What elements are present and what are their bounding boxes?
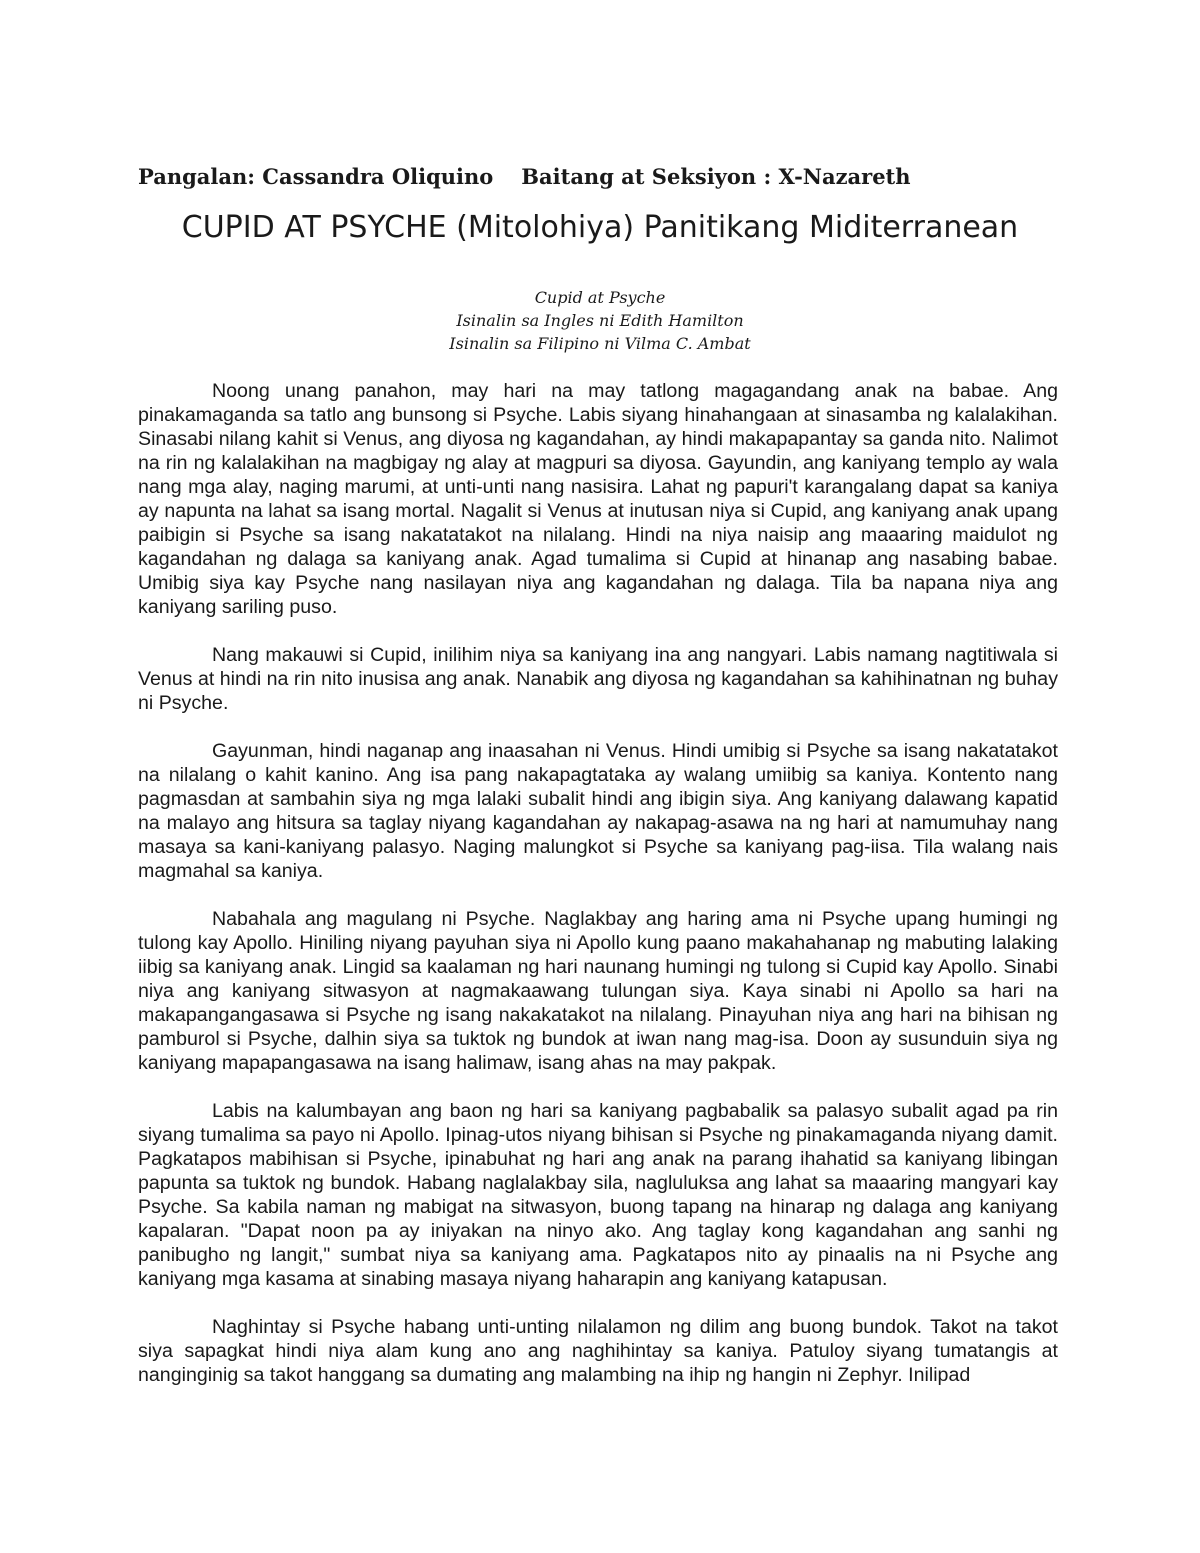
student-name: Pangalan: Cassandra Oliquino xyxy=(138,164,494,189)
student-info-line xyxy=(138,162,1068,192)
paragraph: Nang makauwi si Cupid, inilihim niya sa kaniyang ina ang nangyari. Labis namang nagtitiwala si Venus at hindi na rin nito inusisa ang anak. Nanabik ang diyosa ng kagandahan sa kahihinatnan ng buhay ni Psyche. xyxy=(138,644,1058,714)
subtitle-story-name: Cupid at Psyche xyxy=(534,288,666,307)
paragraph: Nabahala ang magulang ni Psyche. Naglakbay ang haring ama ni Psyche upang humingi ng tulong kay Apollo. Hiniling niyang payuhan siya ni Apollo kung paano makahahanap ng mabuting lalaking iibig sa kaniyang anak. Lingid sa kaalaman ng hari naunang humingi ng tulong si Cupid kay Apollo. Sinabi niya ang kaniyang sitwasyon at nagmakaawang tulungan siya. Kaya sinabi ni Apollo sa hari na makapangangasawa si Psyche ng isang nakakatakot na nilalang. Pinayuhan niya ang hari na bihisan ng pamburol si Psyche, dalhin siya sa tuktok ng bundok at iwan nang mag-isa. Doon ay susunduin siya ng kaniyang mapapangasawa na isang halimaw, isang ahas na may pakpak. xyxy=(138,908,1058,1074)
paragraph: Naghintay si Psyche habang unti-unting nilalamon ng dilim ang buong bundok. Takot na takot siya sapagkat hindi niya alam kung ano ang naghihintay sa kaniya. Patuloy siyang tumatangis at nanginginig sa takot hanggang sa dumating ang malambing na ihip ng hangin ni Zephyr. Inilipad xyxy=(138,1316,1058,1386)
grade-section: Baitang at Seksiyon : X-Nazareth xyxy=(521,164,911,189)
paragraph: Gayunman, hindi naganap ang inaasahan ni Venus. Hindi umibig si Psyche sa isang nakatatakot na nilalang o kahit kanino. Ang isa pang nakapagtataka ay walang umiibig sa kaniya. Kontento nang pagmasdan at sambahin siya ng mga lalaki subalit hindi ang ibigin siya. Ang kaniyang dalawang kapatid na malayo ang hitsura sa taglay niyang kagandahan ay nakapag-asawa na ng hari at namumuhay nang masaya sa kani-kaniyang palasyo. Naging malungkot si Psyche sa kaniyang pag-iisa. Tila walang nais magmahal sa kaniya. xyxy=(138,740,1058,882)
paragraph: Noong unang panahon, may hari na may tatlong magagandang anak na babae. Ang pinakamaganda sa tatlo ang bunsong si Psyche. Labis siyang hinahangaan at sinasamba ng kalalakihan. Sinasabi nilang kahit si Venus, ang diyosa ng kagandahan, ay hindi makapapantay sa ganda nito. Nalimot na rin ng kalalakihan na magbigay ng alay at magpuri sa diyosa. Gayundin, ang kaniyang templo ay wala nang mga alay, naging marumi, at unti-unti nang nasisira. Lahat ng papuri't karangalang dapat sa kaniya ay napunta na lahat sa isang mortal. Nagalit si Venus at inutusan niya si Cupid, ang kaniyang anak upang paibigin si Psyche sa isang nakatatakot na nilalang. Hindi na niya naisip ang maaaring maidulot ng kagandahan ng dalaga sa kaniyang anak. Agad tumalima si Cupid at hinanap ang nasabing babae. Umibig siya kay Psyche nang nasilayan niya ang kagandahan ng dalaga. Tila ba napana niya ang kaniyang sariling puso. xyxy=(138,380,1058,618)
paragraph: Labis na kalumbayan ang baon ng hari sa kaniyang pagbabalik sa palasyo subalit agad pa rin siyang tumalima sa payo ni Apollo. Ipinag-utos niyang bihisan si Psyche ng pinakamaganda niyang damit. Pagkatapos mabihisan si Psyche, ipinabuhat ng hari ang anak na parang ihahatid sa kaniyang libingan papunta sa tuktok ng bundok. Habang naglalakbay sila, nagluluksa ang lahat sa maaaring mangyari kay Psyche. Sa kabila naman ng mabigat na sitwasyon, buong tapang na hinarap ng dalaga ang kaniyang kapalaran. "Dapat noon pa ay iniyakan na ninyo ako. Ang taglay kong kagandahan ang sanhi ng panibugho ng langit," sumbat niya sa kaniyang ama. Pagkatapos nito ay pinaalis na ni Psyche ang kaniyang mga kasama at sinabing masaya niyang haharapin ang kaniyang katapusan. xyxy=(138,1100,1058,1290)
story-body xyxy=(138,379,1058,1411)
document-title: CUPID AT PSYCHE (Mitolohiya) Panitikang Miditerranean xyxy=(181,210,1019,245)
subtitle-block xyxy=(138,286,1062,355)
subtitle-english-translator: Isinalin sa Ingles ni Edith Hamilton xyxy=(456,311,744,330)
subtitle-filipino-translator: Isinalin sa Filipino ni Vilma C. Ambat xyxy=(449,334,751,353)
